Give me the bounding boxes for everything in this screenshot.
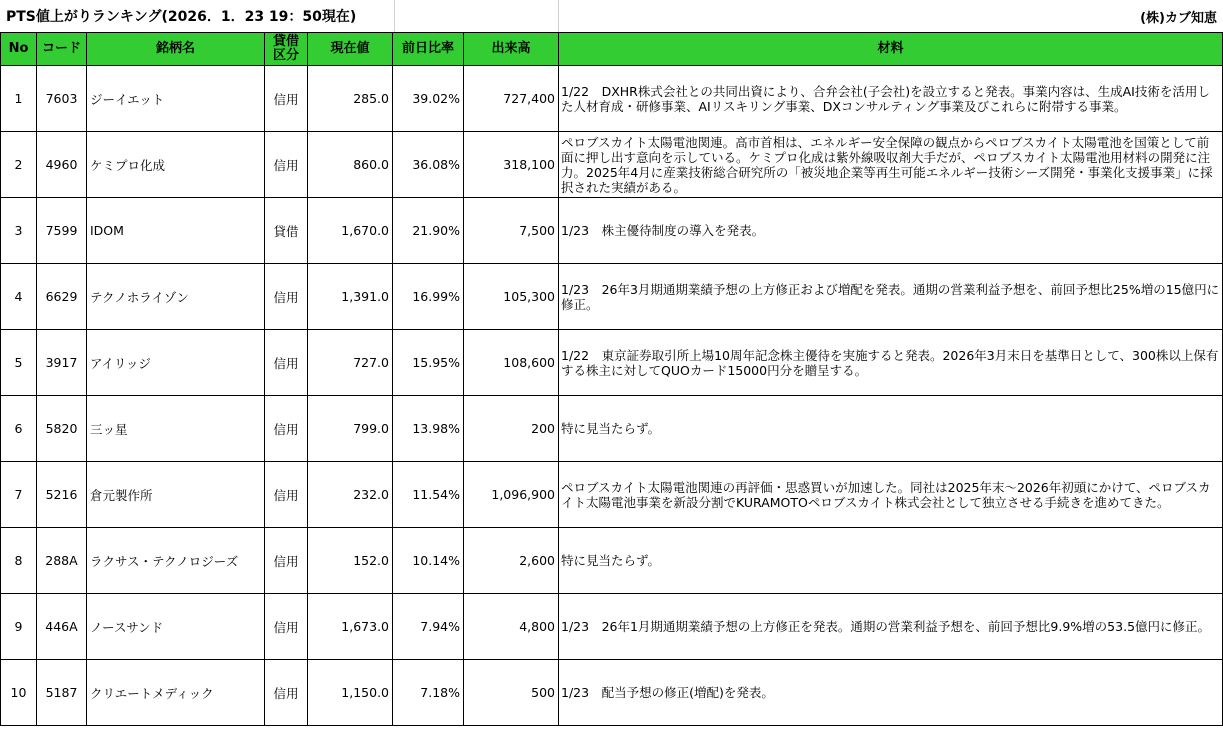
volume: 7,500: [464, 198, 559, 264]
material-text: ペロブスカイト太陽電池関連。高市首相は、エネルギー安全保障の観点からペロブスカイト太陽電池を国策として前面に押し出す意向を示している。ケミプロ化成は紫外線吸収剤大手だが、ペロブスカイト太陽電池用材料の開発に注力。2025年4月に産業技術総合研究所の「被災地企業等再生可能エネルギー技術シーズ開発・事業化支援事業」に採択された実績がある。: [559, 132, 1223, 198]
margin-type: 信用: [265, 396, 308, 462]
current-price: 1,150.0: [308, 660, 393, 726]
row-number: 9: [1, 594, 37, 660]
page-title: PTS値上がりランキング(2026．1．23 19：50現在): [6, 9, 357, 25]
margin-type: 信用: [265, 660, 308, 726]
material-text: 1/22 DXHR株式会社との共同出資により、合弁会社(子会社)を設立すると発表。事業内容は、生成AI技術を活用した人材育成・研修事業、AIリスキリング事業、DXコンサルティング事業及びこれらに附帯する事業。: [559, 66, 1223, 132]
col-header-no: No: [1, 33, 37, 66]
volume: 4,800: [464, 594, 559, 660]
volume: 1,096,900: [464, 462, 559, 528]
stock-name: アイリッジ: [87, 330, 265, 396]
table-row: [1, 396, 1223, 462]
row-number: 4: [1, 264, 37, 330]
col-header-volume: 出来高: [464, 33, 559, 66]
volume: 105,300: [464, 264, 559, 330]
volume: 500: [464, 660, 559, 726]
col-header-material: 材料: [559, 33, 1223, 66]
stock-name: IDOM: [87, 198, 265, 264]
material-text: 1/23 株主優待制度の導入を発表。: [559, 198, 1223, 264]
current-price: 152.0: [308, 528, 393, 594]
col-header-price: 現在値: [308, 33, 393, 66]
change-rate: 15.95%: [393, 330, 464, 396]
row-number: 10: [1, 660, 37, 726]
margin-type: 信用: [265, 462, 308, 528]
company-name: (株)カブ知恵: [1140, 11, 1217, 26]
col-header-code: コード: [37, 33, 87, 66]
current-price: 860.0: [308, 132, 393, 198]
table-row: [1, 66, 1223, 132]
margin-type: 信用: [265, 264, 308, 330]
material-text: 1/23 26年3月期通期業績予想の上方修正および増配を発表。通期の営業利益予想を、前回予想比25%増の15億円に修正。: [559, 264, 1223, 330]
stock-name: ジーイエット: [87, 66, 265, 132]
stock-code: 446A: [37, 594, 87, 660]
change-rate: 11.54%: [393, 462, 464, 528]
title-bar: [0, 0, 1223, 32]
current-price: 1,673.0: [308, 594, 393, 660]
stock-name: 倉元製作所: [87, 462, 265, 528]
table-row: [1, 132, 1223, 198]
stock-name: ケミプロ化成: [87, 132, 265, 198]
table-row: [1, 660, 1223, 726]
current-price: 232.0: [308, 462, 393, 528]
current-price: 1,670.0: [308, 198, 393, 264]
stock-name: ノースサンド: [87, 594, 265, 660]
stock-code: 7603: [37, 66, 87, 132]
material-text: 特に見当たらず。: [559, 528, 1223, 594]
change-rate: 10.14%: [393, 528, 464, 594]
col-header-name: 銘柄名: [87, 33, 265, 66]
stock-code: 7599: [37, 198, 87, 264]
table-row: [1, 528, 1223, 594]
margin-type: 貸借: [265, 198, 308, 264]
row-number: 3: [1, 198, 37, 264]
stock-name: 三ッ星: [87, 396, 265, 462]
stock-name: ラクサス・テクノロジーズ: [87, 528, 265, 594]
row-number: 7: [1, 462, 37, 528]
stock-name: テクノホライゾン: [87, 264, 265, 330]
volume: 200: [464, 396, 559, 462]
material-text: 1/23 26年1月期通期業績予想の上方修正を発表。通期の営業利益予想を、前回予想比9.9%増の53.5億円に修正。: [559, 594, 1223, 660]
change-rate: 13.98%: [393, 396, 464, 462]
material-text: 特に見当たらず。: [559, 396, 1223, 462]
material-text: 1/22 東京証券取引所上場10周年記念株主優待を実施すると発表。2026年3月末日を基準日として、300株以上保有する株主に対してQUOカード15000円分を贈呈する。: [559, 330, 1223, 396]
change-rate: 21.90%: [393, 198, 464, 264]
change-rate: 36.08%: [393, 132, 464, 198]
volume: 727,400: [464, 66, 559, 132]
volume: 2,600: [464, 528, 559, 594]
current-price: 727.0: [308, 330, 393, 396]
stock-code: 6629: [37, 264, 87, 330]
ranking-table: [0, 32, 1223, 726]
row-number: 5: [1, 330, 37, 396]
stock-name: クリエートメディック: [87, 660, 265, 726]
material-text: ペロブスカイト太陽電池関連の再評価・思惑買いが加速した。同社は2025年末～2026年初頭にかけて、ペロブスカイト太陽電池事業を新設分割でKURAMOTOペロブスカイト株式会社として独立させる手続きを進めてきた。: [559, 462, 1223, 528]
volume: 108,600: [464, 330, 559, 396]
stock-code: 5820: [37, 396, 87, 462]
stock-code: 5216: [37, 462, 87, 528]
row-number: 8: [1, 528, 37, 594]
current-price: 799.0: [308, 396, 393, 462]
cell-divider: [558, 0, 559, 32]
table-row: [1, 330, 1223, 396]
col-header-change: 前日比率: [393, 33, 464, 66]
volume: 318,100: [464, 132, 559, 198]
current-price: 285.0: [308, 66, 393, 132]
stock-code: 3917: [37, 330, 87, 396]
material-text: 1/23 配当予想の修正(増配)を発表。: [559, 660, 1223, 726]
table-row: [1, 594, 1223, 660]
margin-type: 信用: [265, 594, 308, 660]
margin-type: 信用: [265, 132, 308, 198]
stock-code: 5187: [37, 660, 87, 726]
col-header-market: 貸借区分: [265, 33, 308, 66]
table-row: [1, 264, 1223, 330]
row-number: 6: [1, 396, 37, 462]
row-number: 2: [1, 132, 37, 198]
stock-code: 288A: [37, 528, 87, 594]
current-price: 1,391.0: [308, 264, 393, 330]
table-row: [1, 198, 1223, 264]
change-rate: 39.02%: [393, 66, 464, 132]
margin-type: 信用: [265, 528, 308, 594]
stock-code: 4960: [37, 132, 87, 198]
change-rate: 16.99%: [393, 264, 464, 330]
change-rate: 7.18%: [393, 660, 464, 726]
row-number: 1: [1, 66, 37, 132]
margin-type: 信用: [265, 330, 308, 396]
header-row: [1, 33, 1223, 66]
change-rate: 7.94%: [393, 594, 464, 660]
table-row: [1, 462, 1223, 528]
cell-divider: [394, 0, 395, 32]
margin-type: 信用: [265, 66, 308, 132]
